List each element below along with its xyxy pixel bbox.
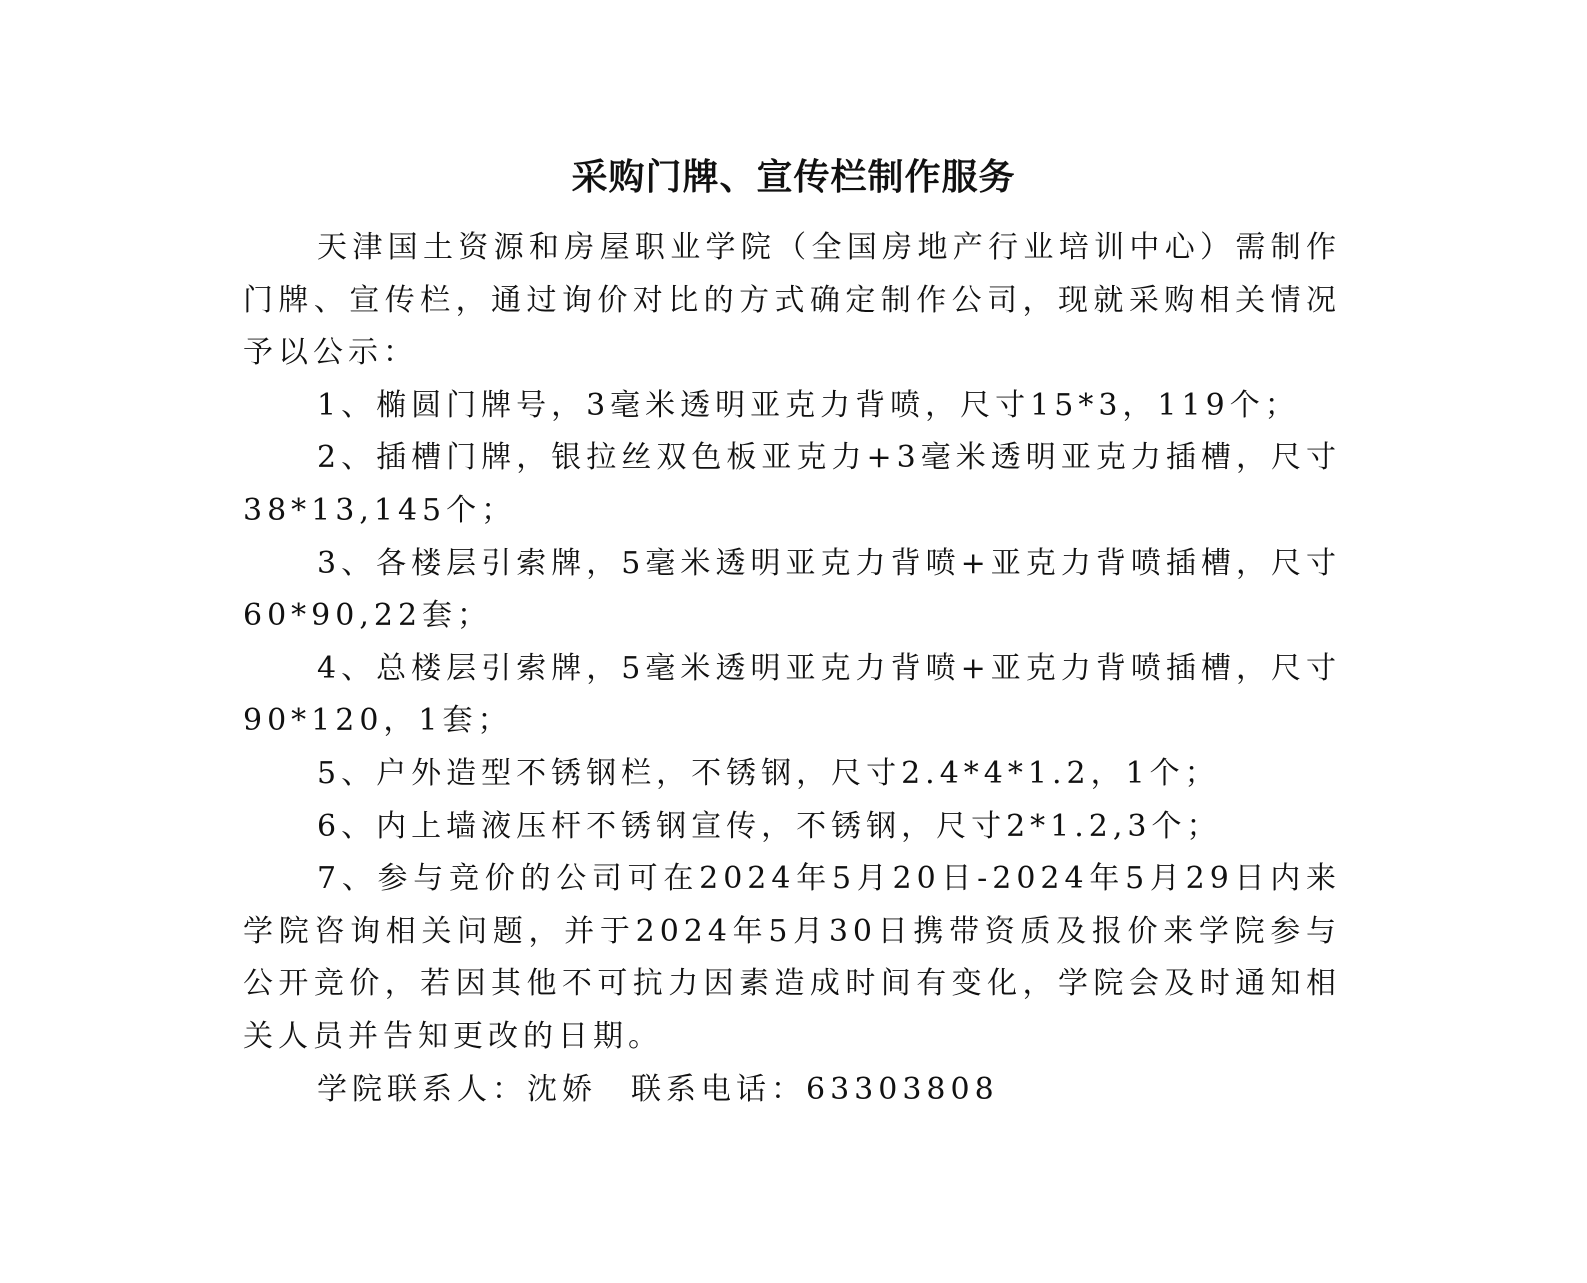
list-item: 7、参与竞价的公司可在2024年5月20日-2024年5月29日内来学院咨询相关问题，并于2024年5月30日携带资质及报价来学院参与公开竞价，若因其他不可抗力因素造成时间有变化，学院会及时通知相关人员并告知更改的日期。 — [243, 861, 1341, 1054]
list-item: 1、椭圆门牌号，3毫米透明亚克力背喷，尺寸15*3，119个； — [317, 387, 1300, 423]
intro-paragraph: 天津国土资源和房屋职业学院（全国房地产行业培训中心）需制作门牌、宣传栏，通过询价对比的方式确定制作公司，现就采购相关情况予以公示： — [243, 230, 1341, 371]
contact-person-name: 沈娇 — [527, 1071, 597, 1107]
contact-line — [243, 1064, 1341, 1117]
contact-person-label: 学院联系人： — [317, 1071, 527, 1107]
contact-phone-label: 联系电话： — [631, 1071, 806, 1107]
contact-phone: 63303808 — [806, 1071, 999, 1107]
list-item: 3、各楼层引索牌，5毫米透明亚克力背喷+亚克力背喷插槽，尺寸60*90,22套； — [243, 545, 1341, 634]
document-title: 采购门牌、宣传栏制作服务 — [571, 156, 1016, 198]
document-body — [243, 222, 1341, 1116]
list-item: 5、户外造型不锈钢栏，不锈钢，尺寸2.4*4*1.2，1个； — [317, 755, 1220, 791]
list-item: 2、插槽门牌，银拉丝双色板亚克力+3毫米透明亚克力插槽，尺寸38*13,145个； — [243, 440, 1341, 528]
list-item: 4、总楼层引索牌，5毫米透明亚克力背喷+亚克力背喷插槽，尺寸90*120，1套； — [243, 650, 1341, 739]
list-item: 6、内上墙液压杆不锈钢宣传，不锈钢，尺寸2*1.2,3个； — [317, 808, 1222, 844]
